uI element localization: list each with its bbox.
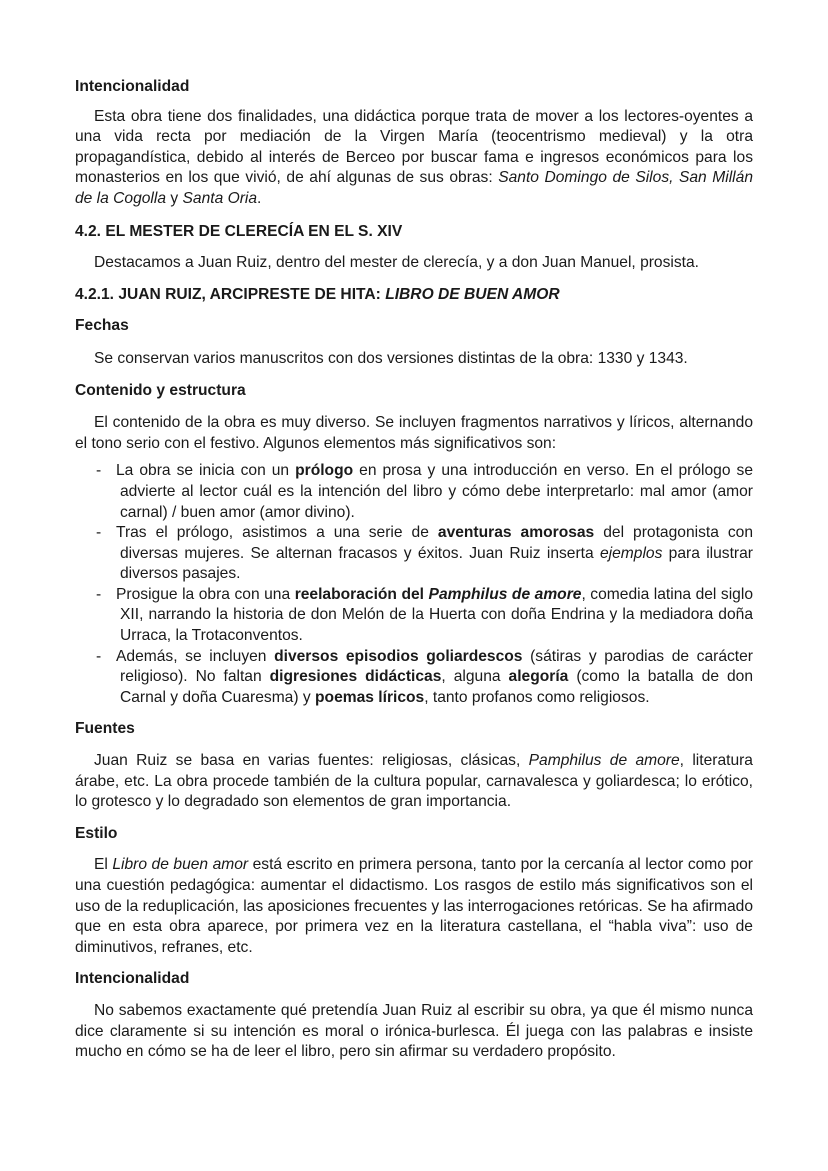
list-item: - La obra se inicia con un prólogo en prosa y una introducción en verso. En el prólogo se advierte al lector cuál es la intención del libro y cómo debe interpretarlo: mal amor (amor carnal) / buen amor (amor divino).: [96, 462, 753, 521]
paragraph-contenido-intro: El contenido de la obra es muy diverso. Se incluyen fragmentos narrativos y líricos, alternando el tono serio con el festivo. Algunos elementos más significativos son:: [75, 414, 753, 452]
heading-contenido: Contenido y estructura: [75, 381, 246, 399]
paragraph-estilo: El Libro de buen amor está escrito en primera persona, tanto por la cercanía al lector como por una cuestión pedagógica: aumentar el didactismo. Los rasgos de estilo más significativos son el uso de la reduplicación, las aposiciones frecuentes y las interrogaciones retóricas. Se ha afirmado que en esta obra aparece, por primera vez en la literatura castellana, el “habla viva”: uso de diminutivos, refranes, etc.: [75, 856, 753, 956]
paragraph-intencionalidad-2: No sabemos exactamente qué pretendía Juan Ruiz al escribir su obra, ya que él mismo nunca dice claramente si su intención es moral o irónica-burlesca. Él juega con las palabras e insiste mucho en cómo se ha de leer el libro, pero sin afirmar su verdadero propósito.: [75, 1001, 753, 1061]
paragraph-section-4-2: Destacamos a Juan Ruiz, dentro del mester de clerecía, y a don Juan Manuel, prosista.: [94, 254, 700, 272]
contenido-list: [75, 461, 753, 708]
list-item: - Tras el prólogo, asistimos a una serie de aventuras amorosas del protagonista con diversas mujeres. Se alternan fracasos y éxitos. Juan Ruiz inserta ejemplos para ilustrar diversos pasajes.: [96, 524, 754, 583]
heading-section-4-2-1: 4.2.1. JUAN RUIZ, ARCIPRESTE DE HITA: LIBRO DE BUEN AMOR: [75, 285, 560, 303]
list-item: - Prosigue la obra con una reelaboración del Pamphilus de amore, comedia latina del siglo XII, narrando la historia de don Melón de la Huerta con doña Endrina y la mediadora doña Urraca, la Trotaconventos.: [96, 585, 753, 645]
paragraph-intencionalidad-1: Esta obra tiene dos finalidades, una didáctica porque trata de mover a los lectores-oyentes a una vida recta por mediación de la Virgen María (teocentrismo medieval) y la otra propagandística, debido al interés de Berceo por buscar fama e ingresos económicos para los monasterios en los que vivió, de ahí algunas de sus obras: Santo Domingo de Silos, San Millán de la Cogolla y Santa Oria.: [75, 107, 753, 207]
heading-section-4-2: 4.2. EL MESTER DE CLERECÍA EN EL S. XIV: [75, 222, 403, 240]
heading-estilo: Estilo: [75, 824, 118, 842]
heading-intencionalidad-1: Intencionalidad: [75, 78, 190, 95]
paragraph-fuentes: Juan Ruiz se basa en varias fuentes: religiosas, clásicas, Pamphilus de amore, literatura árabe, etc. La obra procede también de la cultura popular, carnavalesca y goliardesca; lo erótico, lo grotesco y lo degradado son elementos de gran importancia.: [75, 752, 753, 811]
heading-fuentes: Fuentes: [75, 720, 135, 738]
document-content: [75, 77, 753, 1063]
paragraph-fechas: Se conservan varios manuscritos con dos versiones distintas de la obra: 1330 y 1343.: [94, 349, 688, 367]
heading-intencionalidad-2: Intencionalidad: [75, 970, 190, 988]
list-item: - Además, se incluyen diversos episodios goliardescos (sátiras y parodias de carácter religioso). No faltan digresiones didácticas, alguna alegoría (como la batalla de don Carnal y doña Cuaresma) y poemas líricos, tanto profanos como religiosos.: [96, 647, 754, 706]
heading-fechas: Fechas: [75, 317, 129, 335]
